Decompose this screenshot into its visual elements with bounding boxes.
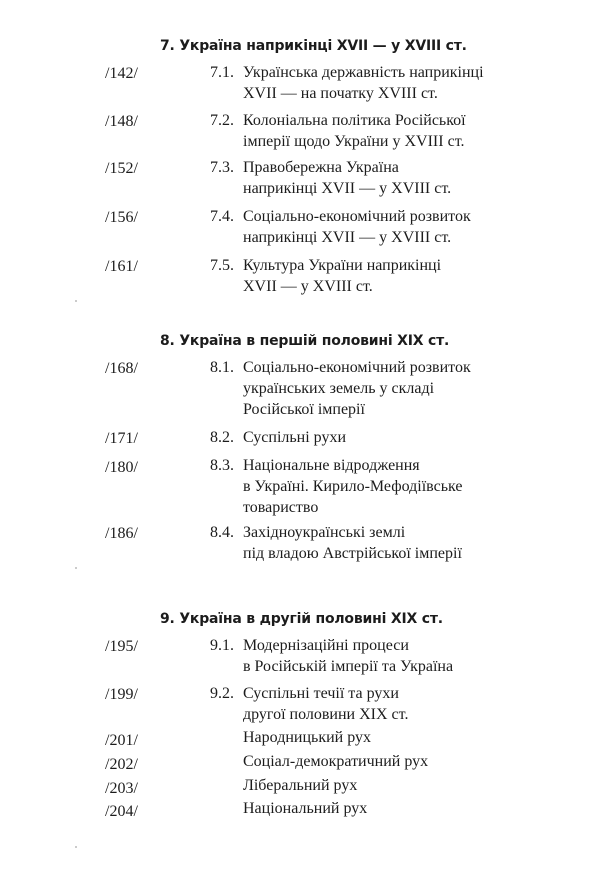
- entry-line: XVII — у XVIII ст.: [243, 278, 373, 295]
- page-number: /180/: [105, 459, 138, 476]
- page-number: /152/: [105, 160, 138, 177]
- page-number: /186/: [105, 525, 138, 542]
- entry-line: Соціально-економічний розвиток: [243, 208, 471, 225]
- entry-number: 7.1.: [210, 64, 234, 81]
- entry-number: 8.4.: [210, 524, 234, 541]
- entry-line: Російської імперії: [243, 401, 365, 418]
- page-number: /204/: [105, 803, 138, 820]
- page-number: /156/: [105, 209, 138, 226]
- scan-speck: [75, 567, 77, 569]
- entry-line: імперії щодо України у XVIII ст.: [243, 133, 465, 150]
- entry-line: товариство: [243, 499, 319, 516]
- toc-entry-7-5: [210, 255, 441, 297]
- section-heading-7: 7. Україна наприкінці XVII — у XVIII ст.: [160, 38, 467, 54]
- toc-entry-9-1: [210, 635, 453, 677]
- page-number: /148/: [105, 113, 138, 130]
- entry-line: Колоніальна політика Російської: [243, 112, 466, 129]
- entry-number: 8.1.: [210, 359, 234, 376]
- entry-number: 8.3.: [210, 457, 234, 474]
- entry-number: 9.2.: [210, 685, 234, 702]
- toc-subentry: Національний рух: [243, 800, 368, 817]
- entry-line: Західноукраїнські землі: [243, 524, 406, 541]
- toc-subentry: Народницький рух: [243, 729, 372, 746]
- entry-line: Суспільні рухи: [243, 429, 347, 446]
- toc-subentry: Соціал-демократичний рух: [243, 753, 429, 770]
- scan-speck: [75, 846, 77, 848]
- page-number: /203/: [105, 780, 138, 797]
- entry-line: Культура України наприкінці: [243, 257, 442, 274]
- entry-line: Національне відродження: [243, 457, 420, 474]
- toc-entry-7-4: [210, 206, 471, 248]
- entry-line: наприкінці XVII — у XVIII ст.: [243, 180, 452, 197]
- entry-number: 8.2.: [210, 429, 234, 446]
- page-number: /195/: [105, 638, 138, 655]
- toc-entry-8-3: [210, 455, 463, 518]
- page-number: /161/: [105, 258, 138, 275]
- entry-line: XVII — на початку XVIII ст.: [243, 85, 438, 102]
- entry-line: наприкінці XVII — у XVIII ст.: [243, 229, 452, 246]
- toc-entry-7-2: [210, 110, 466, 152]
- page-number: /168/: [105, 360, 138, 377]
- page-number: /201/: [105, 732, 138, 749]
- section-heading-8: 8. Україна в першій половині XIX ст.: [160, 333, 450, 349]
- toc-entry-8-1: [210, 357, 471, 420]
- toc-entry-8-2: [210, 427, 346, 448]
- entry-line: під владою Австрійської імперії: [243, 545, 462, 562]
- toc-entry-7-1: [210, 62, 484, 104]
- entry-line: другої половини XIX ст.: [243, 706, 409, 723]
- entry-number: 7.5.: [210, 257, 234, 274]
- entry-line: Суспільні течії та рухи: [243, 685, 399, 702]
- page-number: /171/: [105, 430, 138, 447]
- entry-number: 7.3.: [210, 159, 234, 176]
- entry-line: Правобережна Україна: [243, 159, 399, 176]
- entry-line: в Російській імперії та Україна: [243, 658, 454, 675]
- entry-number: 7.2.: [210, 112, 234, 129]
- entry-line: українських земель у складі: [243, 380, 435, 397]
- page-number: /199/: [105, 686, 138, 703]
- toc-subentry: Ліберальний рух: [243, 777, 358, 794]
- section-heading-9: 9. Україна в другій половині XIX ст.: [160, 611, 443, 627]
- page-number: /202/: [105, 756, 138, 773]
- scan-speck: [75, 300, 77, 302]
- toc-entry-8-4: [210, 522, 462, 564]
- entry-number: 7.4.: [210, 208, 234, 225]
- entry-line: Модернізаційні процеси: [243, 637, 409, 654]
- entry-number: 9.1.: [210, 637, 234, 654]
- entry-line: Соціально-економічний розвиток: [243, 359, 471, 376]
- toc-entry-7-3: [210, 157, 451, 199]
- entry-line: Українська державність наприкінці: [243, 64, 484, 81]
- page-number: /142/: [105, 65, 138, 82]
- entry-line: в Україні. Кирило-Мефодіївське: [243, 478, 463, 495]
- toc-entry-9-2: [210, 683, 408, 725]
